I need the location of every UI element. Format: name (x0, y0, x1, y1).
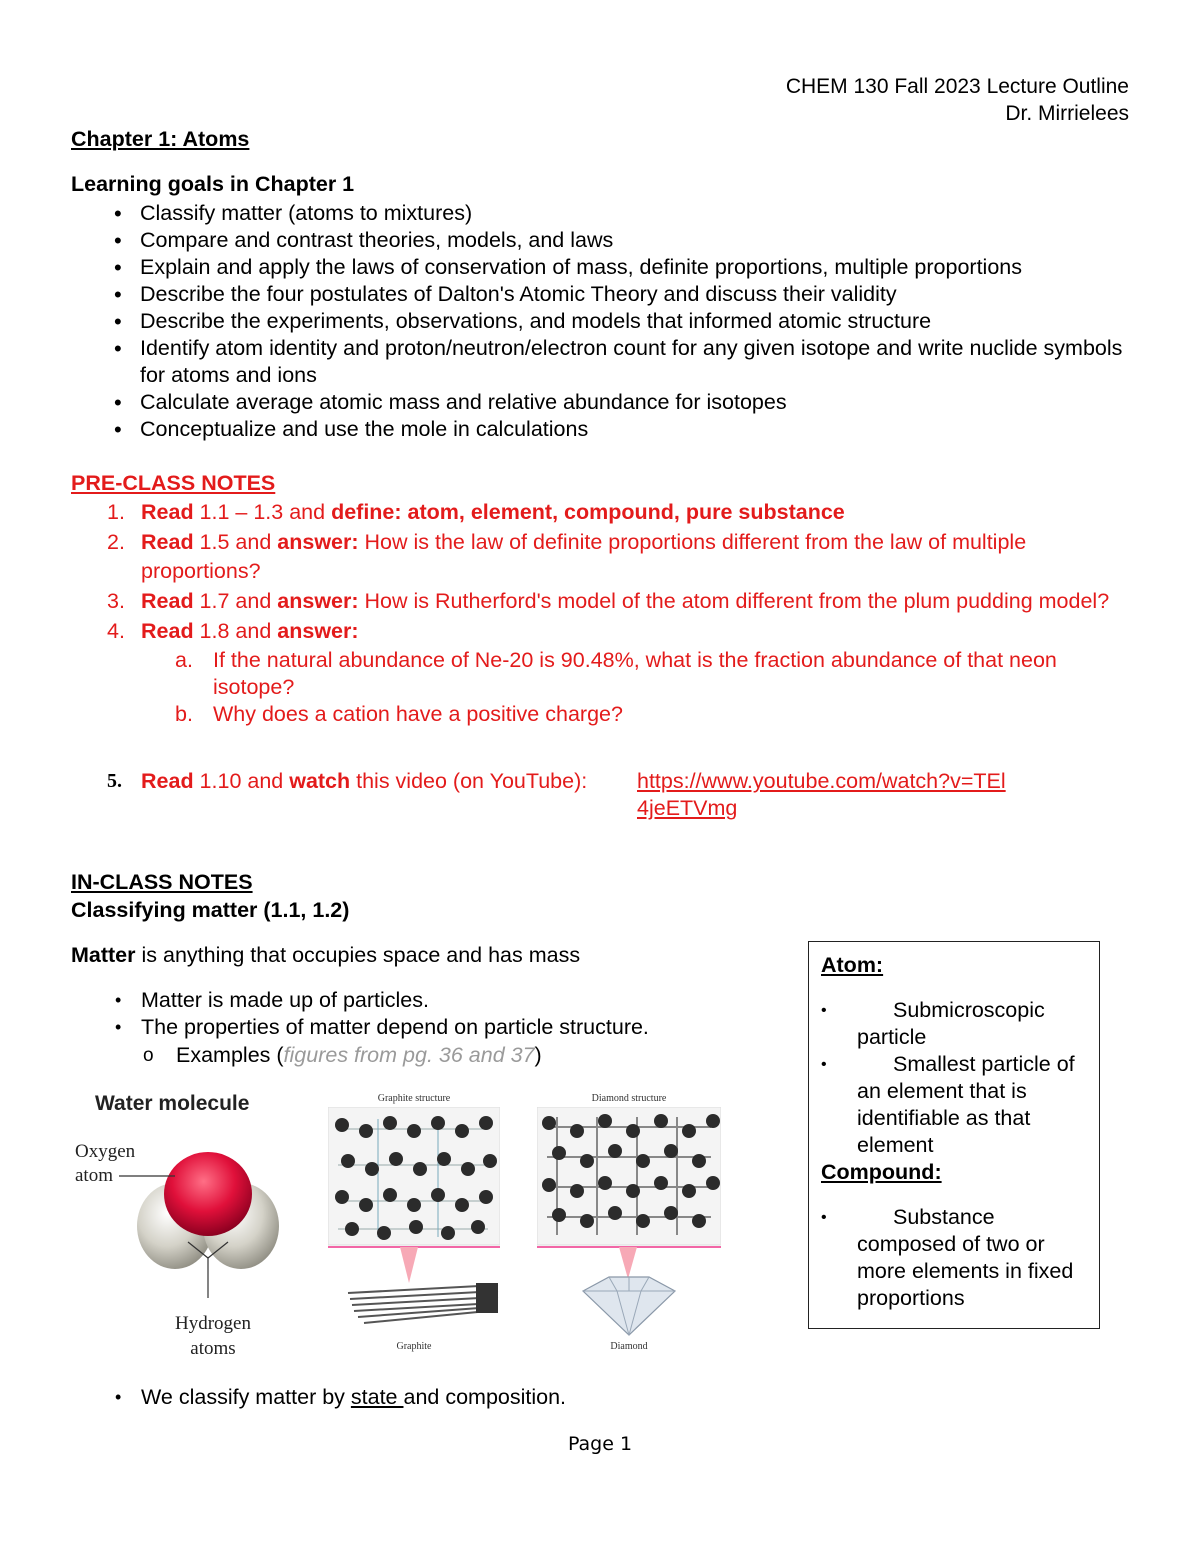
goal-item: • Compare and contrast theories, models, and laws (70, 227, 1141, 254)
water-molecule-title: Water molecule (95, 1092, 250, 1115)
oxygen-label: Oxygen atom (75, 1141, 136, 1186)
goal-item: • Describe the four postulates of Dalton's Atomic Theory and discuss their validity (70, 281, 1141, 308)
preclass-subitem-a: a. If the natural abundance of Ne-20 is 90.48%, what is the fraction abundance of that neon isotope? (175, 648, 1057, 699)
preclass-item-2: 2. Read 1.5 and answer: How is the law of definite proportions different from the law of multiple proportions? (107, 530, 1027, 583)
hydrogen-label: Hydrogen atoms (175, 1313, 251, 1359)
diamond-title: Diamond structure (591, 1093, 667, 1104)
atom-definition-item: • Smallest particle of an element that is identifiable as that element (821, 1051, 1087, 1159)
diamond-caption: Diamond (610, 1341, 648, 1352)
compound-definition-item: • Substance composed of two or more elements in fixed proportions (821, 1204, 1087, 1312)
matter-bullet: • Matter is made up of particles. (71, 987, 791, 1014)
water-molecule-figure (71, 1090, 301, 1360)
goal-item: • Identify atom identity and proton/neutron/electron count for any given isotope and write nuclide symbols for atoms and ions (70, 335, 1141, 389)
matter-bullet: • The properties of matter depend on particle structure. (71, 1014, 791, 1041)
youtube-link[interactable]: https://www.youtube.com/watch?v=TEl4jeETVmg (637, 769, 1006, 820)
page-header (786, 73, 1129, 127)
matter-definition: Matter is anything that occupies space and has mass (71, 943, 581, 967)
classify-line (71, 1384, 791, 1411)
graphite-figure (326, 1093, 502, 1355)
goal-item: • Describe the experiments, observations, and models that informed atomic structure (70, 308, 1141, 335)
graphite-caption: Graphite (396, 1341, 432, 1352)
preclass-list (71, 498, 1141, 728)
goal-item: • Classify matter (atoms to mixtures) (70, 200, 1141, 227)
graphite-title: Graphite structure (377, 1093, 451, 1104)
preclass-item-5: 5. Read 1.10 and watch this video (on YouTube): https://www.youtube.com/watch?v=TEl4jeETVmg (107, 769, 1006, 820)
course-title: CHEM 130 Fall 2023 Lecture Outline (785, 75, 1129, 98)
atom-heading: Atom: (821, 953, 884, 977)
classify-bullet: • We classify matter by state and composition. (71, 1384, 791, 1411)
preclass-subitem-b: b. Why does a cation have a positive charge? (175, 702, 623, 726)
preclass-heading: PRE-CLASS NOTES (71, 471, 276, 495)
preclass-item-4: 4. Read 1.8 and answer: (107, 619, 359, 643)
preclass-item-3: 3. Read 1.7 and answer: How is Rutherford's model of the atom different from the plum pudding model? (107, 589, 1110, 613)
chapter-title: Chapter 1: Atoms (71, 127, 250, 151)
examples-line: o Examples (figures from pg. 36 and 37) (143, 1043, 542, 1067)
goals-list (71, 200, 1141, 443)
oxygen-atom (164, 1152, 252, 1236)
atom-definition-item: • Submicroscopic particle (821, 997, 1087, 1051)
diamond-figure (535, 1093, 723, 1355)
goal-item: • Conceptualize and use the mole in calculations (70, 416, 1141, 443)
inclass-heading: IN-CLASS NOTES (71, 870, 253, 894)
page-number: Page 1 (567, 1433, 633, 1455)
matter-bullets (71, 987, 791, 1070)
goal-item: • Calculate average atomic mass and relative abundance for isotopes (70, 389, 1141, 416)
instructor-name: Dr. Mirrielees (1005, 102, 1129, 125)
compound-heading: Compound: (821, 1160, 942, 1184)
inclass-subheading: Classifying matter (1.1, 1.2) (71, 898, 350, 922)
definitions-box (808, 941, 1100, 1329)
goal-item: • Explain and apply the laws of conservation of mass, definite proportions, multiple proportions (70, 254, 1141, 281)
goals-heading: Learning goals in Chapter 1 (71, 172, 355, 196)
preclass-item-1: 1. Read 1.1 – 1.3 and define: atom, element, compound, pure substance (107, 500, 845, 524)
